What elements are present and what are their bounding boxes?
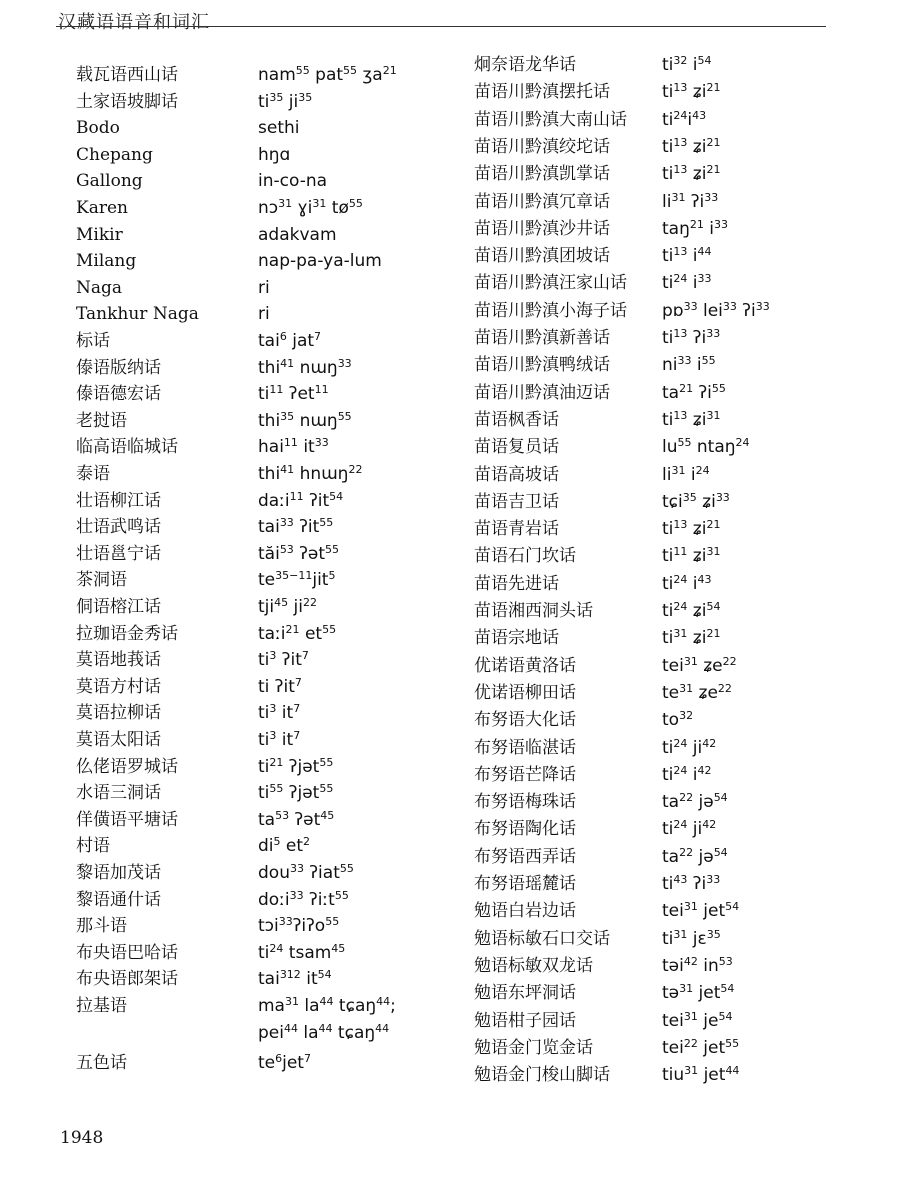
lexicon-entry: [0, 727, 900, 753]
language-name: 莫语方村话: [76, 676, 161, 697]
language-name: 苗语青岩话: [474, 519, 559, 540]
lexicon-entry: [0, 462, 900, 488]
lexicon-entry: [0, 571, 900, 597]
lexicon-entry: [0, 434, 900, 460]
lexicon-entry: [0, 243, 900, 269]
lexicon-entry: [0, 298, 900, 324]
phonetic-form: $ti^{24}$ $ji^{42}$: [662, 818, 717, 840]
language-name: 临高语临城话: [76, 437, 178, 458]
phonetic-form: $ti^{24}$ tsam$^{45}$: [258, 941, 346, 963]
language-name: Karen: [76, 198, 128, 218]
language-name: 苗语石门坎话: [474, 546, 576, 567]
lexicon-entry: [0, 780, 900, 806]
lexicon-entry: [0, 762, 900, 788]
phonetic-form: $ti^{24}i^{43}$: [662, 108, 707, 130]
lexicon-entry: [0, 355, 900, 381]
language-name: 那斗语: [76, 916, 127, 937]
language-name: 老挝语: [76, 410, 127, 431]
lexicon-entry: [0, 52, 900, 78]
phonetic-form: tiu$^{31}$ jet$^{44}$: [662, 1064, 740, 1086]
lexicon-entry: [0, 62, 900, 88]
phonetic-form: $ta^{22}$ jə$^{54}$: [662, 845, 728, 867]
phonetic-form: tji$^{45}$ $ji^{22}$: [258, 595, 317, 617]
phonetic-form: $ti^{13}$ ʑi$^{21}$: [662, 135, 721, 157]
phonetic-form: $to^{32}$: [662, 709, 694, 731]
phonetic-form: tɔi$^{33}$ʔiʔo$^{55}$: [258, 915, 340, 937]
language-name: 苗语高坡话: [474, 464, 559, 485]
lexicon-entry: [0, 488, 900, 514]
language-name: Gallong: [76, 171, 143, 192]
language-name: 标话: [76, 331, 110, 351]
phonetic-form: thi$^{35}$ nɯŋ$^{55}$: [258, 409, 352, 431]
lexicon-entry: [0, 966, 900, 992]
phonetic-form: tei$^{22}$ jet$^{55}$: [662, 1036, 740, 1058]
language-name: 苗语湘西洞头话: [474, 601, 593, 621]
language-name: 布努语西弄话: [474, 846, 576, 867]
phonetic-form: ri: [258, 304, 270, 325]
language-name: 勉语标敏石口交话: [474, 928, 610, 949]
language-name: 载瓦语西山话: [76, 65, 178, 85]
lexicon-entry: [0, 161, 900, 187]
phonetic-form: $ta^{21}$ ʔi$^{55}$: [662, 381, 726, 403]
language-name: Bodo: [76, 118, 120, 139]
phonetic-form: adakvam: [258, 224, 337, 245]
phonetic-form: dou$^{33}$ ʔiat$^{55}$: [258, 861, 354, 883]
language-name: 勉语标敏双龙话: [474, 955, 593, 976]
lexicon-entry: [0, 735, 900, 761]
phonetic-form: $ti^{11}$ ʔet$^{11}$: [258, 383, 329, 405]
lexicon-entry: [0, 115, 900, 141]
phonetic-form: ri: [258, 277, 270, 298]
phonetic-form: $ti^{31}$ jɛ$^{35}$: [662, 927, 721, 949]
lexicon-entry: [0, 380, 900, 406]
language-name: 五色话: [76, 1053, 127, 1074]
phonetic-form: $ti^{13}$ $i^{44}$: [662, 245, 712, 267]
phonetic-form: $ti^{55}$ ʔjət$^{55}$: [258, 782, 334, 804]
phonetic-form: hai$^{11}$ $it^{33}$: [258, 436, 329, 458]
language-name: 苗语川黔滇绞坨话: [474, 136, 610, 157]
lexicon-entry: [0, 1050, 900, 1076]
phonetic-form: tei$^{31}$ $je^{54}$: [662, 1009, 733, 1031]
language-name: 苗语川黔滇大南山话: [474, 109, 627, 130]
language-name: 苗语川黔滇团坡话: [474, 246, 610, 267]
language-name: 侗语榕江话: [76, 597, 161, 617]
lexicon-entry: [0, 89, 900, 115]
phonetic-form: $ti^{24}$ ʑi$^{54}$: [662, 599, 721, 621]
language-name: 茶洞语: [76, 570, 127, 591]
lexicon-entry: [0, 844, 900, 870]
language-name: 仫佬语罗城话: [76, 756, 178, 777]
running-head: 汉藏语语音和词汇: [58, 12, 210, 33]
lexicon-entry: [0, 407, 900, 433]
language-name: 布央语郎架话: [76, 969, 178, 990]
phonetic-form: tai$^{312}$ $it^{54}$: [258, 968, 332, 990]
lexicon-entry: [0, 352, 900, 378]
phonetic-form: $ni^{33}$ $i^{55}$: [662, 354, 716, 376]
lexicon-entry: [0, 79, 900, 105]
lexicon-entry: [0, 434, 900, 460]
lexicon-entry: [0, 328, 900, 354]
phonetic-form: $ti^3$ $it^7$: [258, 702, 301, 724]
lexicon-entry: [0, 653, 900, 679]
lexicon-entry: [0, 1020, 900, 1046]
language-name: 炯奈语龙华话: [474, 55, 576, 75]
language-name: 勉语东坪洞话: [474, 983, 576, 1004]
language-name: 布努语临湛话: [474, 737, 576, 758]
page-number: 1948: [60, 1128, 104, 1148]
lexicon-entry: [0, 980, 900, 1006]
lexicon-entry: [0, 833, 900, 859]
phonetic-form: $ti^{21}$ ʔjət$^{55}$: [258, 755, 334, 777]
language-name: 傣语德宏话: [76, 384, 161, 405]
language-name: 苗语枫香话: [474, 409, 559, 430]
phonetic-form: $ti^{13}$ ʑi$^{21}$: [662, 518, 721, 540]
language-name: 苗语复员话: [474, 437, 559, 458]
phonetic-form: taːi$^{21}$ $et^{55}$: [258, 622, 337, 644]
language-name: 黎语加茂话: [76, 863, 161, 883]
language-name: 苗语川黔滇油迈话: [474, 382, 610, 403]
lexicon-entry: [0, 926, 900, 952]
language-name: 苗语川黔滇冗章话: [474, 191, 610, 212]
lexicon-entry: [0, 598, 900, 624]
lexicon-entry: [0, 514, 900, 540]
phonetic-form: nɔ$^{31}$ ɣi$^{31}$ $tø^{55}$: [258, 196, 363, 218]
language-name: 壮语武鸣话: [76, 517, 161, 538]
lexicon-entry: [0, 142, 900, 168]
lexicon-entry: [0, 680, 900, 706]
lexicon-entry: [0, 625, 900, 651]
phonetic-form: tə$^{31}$ jet$^{54}$: [662, 982, 735, 1004]
phonetic-form: $lu^{55}$ ntaŋ$^{24}$: [662, 436, 750, 458]
lexicon-entry: [0, 1035, 900, 1061]
language-name: Naga: [76, 277, 123, 298]
phonetic-form: $ti^{24}$ $i^{42}$: [662, 763, 712, 785]
lexicon-entry: [0, 1062, 900, 1088]
language-name: 苗语川黔滇凯掌话: [474, 164, 610, 185]
phonetic-form: $li^{31}$ ʔi$^{33}$: [662, 190, 719, 212]
language-name: 黎语通什话: [76, 889, 161, 910]
phonetic-form: $ma^{31}$ $la^{44}$ tɕaŋ$^{44}$;: [258, 994, 396, 1016]
phonetic-form: $ti^3$ ʔit$^7$: [258, 649, 309, 671]
phonetic-form: pɒ$^{33}$ lei$^{33}$ ʔi$^{33}$: [662, 299, 770, 321]
language-name: 勉语金门览金话: [474, 1037, 593, 1058]
phonetic-form: $te^6jet^7$: [258, 1052, 311, 1074]
lexicon-entry: [0, 516, 900, 542]
lexicon-entry: [0, 674, 900, 700]
phonetic-form: tăi$^{53}$ ʔət$^{55}$: [258, 542, 340, 564]
phonetic-form: $ti^{13}$ ʔi$^{33}$: [662, 326, 721, 348]
header-rule: [56, 26, 826, 27]
language-name: 优诺语柳田话: [474, 682, 576, 703]
phonetic-form: $ti^{13}$ ʑi$^{31}$: [662, 408, 721, 430]
lexicon-entry: [0, 408, 900, 434]
language-name: 勉语白岩边话: [474, 901, 576, 922]
lexicon-entry: [0, 754, 900, 780]
lexicon-entry: [0, 222, 900, 248]
language-name: 苗语川黔滇摆托话: [474, 82, 610, 103]
phonetic-form: doːi$^{33}$ ʔiːt$^{55}$: [258, 888, 349, 910]
lexicon-entry: [0, 381, 900, 407]
phonetic-form: $ti^{24}$ $i^{33}$: [662, 272, 712, 294]
language-name: 苗语川黔滇小海子话: [474, 300, 627, 321]
phonetic-form: in-co-na: [258, 171, 328, 192]
lexicon-entry: [0, 248, 900, 274]
phonetic-form: daːi$^{11}$ ʔit$^{54}$: [258, 489, 344, 511]
phonetic-form: $ti^{31}$ ʑi$^{21}$: [662, 627, 721, 649]
lexicon-entry: [0, 1008, 900, 1034]
language-name: 布努语芒降话: [474, 764, 576, 785]
language-name: 拉珈语金秀话: [76, 623, 178, 644]
lexicon-entry: [0, 940, 900, 966]
phonetic-form: $ti^{13}$ ʑi$^{21}$: [662, 163, 721, 185]
lexicon-entry: [0, 887, 900, 913]
language-name: 傣语版纳话: [76, 357, 161, 378]
language-name: 拉基语: [76, 996, 127, 1016]
lexicon-entry: [0, 707, 900, 733]
phonetic-form: $ti^{35}$ $ji^{35}$: [258, 90, 313, 112]
language-name: Mikir: [76, 224, 123, 245]
phonetic-form: $li^{31}$ $i^{24}$: [662, 463, 710, 485]
phonetic-form: tɕi$^{35}$ ʑi$^{33}$: [662, 490, 730, 512]
language-name: 优诺语黄洛话: [474, 655, 576, 676]
phonetic-form: $ti^3$ $it^7$: [258, 728, 301, 750]
language-name: 苗语宗地话: [474, 628, 559, 649]
language-name: 莫语地莪话: [76, 650, 161, 671]
phonetic-form: nam$^{55}$ pat$^{55}$ ʒa$^{21}$: [258, 63, 397, 85]
lexicon-entry: [0, 134, 900, 160]
phonetic-form: təi$^{42}$ $in^{53}$: [662, 954, 733, 976]
phonetic-form: taŋ$^{21}$ $i^{33}$: [662, 217, 728, 239]
language-name: 泰语: [76, 464, 110, 484]
language-name: 苗语川黔滇沙井话: [474, 218, 610, 239]
lexicon-entry: [0, 195, 900, 221]
phonetic-form: hŋɑ: [258, 144, 291, 165]
language-name: 土家语坡脚话: [76, 91, 178, 112]
phonetic-form: tei$^{31}$ jet$^{54}$: [662, 900, 740, 922]
language-name: 苗语川黔滇新善话: [474, 328, 610, 348]
language-name: 苗语川黔滇汪家山话: [474, 273, 627, 294]
phonetic-form: $ti^{13}$ ʑi$^{21}$: [662, 81, 721, 103]
language-name: 莫语太阳话: [76, 730, 161, 750]
lexicon-entry: [0, 461, 900, 487]
language-name: Chepang: [76, 144, 153, 165]
phonetic-form: nap-pa-ya-lum: [258, 251, 382, 272]
lexicon-entry: [0, 816, 900, 842]
language-name: 勉语柑子园话: [474, 1010, 576, 1031]
language-name: 布努语陶化话: [474, 819, 576, 840]
phonetic-form: $ti^{43}$ ʔi$^{33}$: [662, 872, 721, 894]
lexicon-entry: [0, 993, 900, 1019]
phonetic-form: tai$^{33}$ ʔit$^{55}$: [258, 516, 334, 538]
phonetic-form: thi$^{41}$ hnɯŋ$^{22}$: [258, 462, 363, 484]
lexicon-entry: [0, 621, 900, 647]
phonetic-form: $ti^{11}$ ʑi$^{31}$: [662, 545, 721, 567]
phonetic-form: $te^{31}$ ʑe$^{22}$: [662, 681, 732, 703]
lexicon-entry: [0, 489, 900, 515]
language-name: Milang: [76, 251, 137, 272]
lexicon-entry: [0, 789, 900, 815]
phonetic-form: tei$^{31}$ ʑe$^{22}$: [662, 654, 737, 676]
phonetic-form: thi$^{41}$ nɯŋ$^{33}$: [258, 356, 352, 378]
language-name: 布央语巴哈话: [76, 942, 178, 963]
lexicon-entry: [0, 189, 900, 215]
language-name: 水语三洞话: [76, 783, 161, 804]
lexicon-entry: [0, 647, 900, 673]
language-name: 苗语吉卫话: [474, 491, 559, 512]
language-name: 村语: [76, 836, 110, 857]
lexicon-entry: [0, 270, 900, 296]
language-name: 壮语邕宁话: [76, 543, 161, 564]
phonetic-form: ti ʔit$^7$: [258, 675, 302, 697]
lexicon-entry: [0, 541, 900, 567]
language-name: 布努语梅珠话: [474, 792, 576, 813]
lexicon-entry: [0, 168, 900, 194]
phonetic-form: $te^{35-11}jit^5$: [258, 569, 336, 591]
phonetic-form: $ti^{24}$ $ji^{42}$: [662, 736, 717, 758]
phonetic-form: $ti^{32}$ $i^{54}$: [662, 53, 712, 75]
language-name: 布努语瑶麓话: [474, 874, 576, 894]
lexicon-entry: [0, 301, 900, 327]
phonetic-form: $di^5$ $et^2$: [258, 835, 311, 857]
language-name: 布努语大化话: [474, 710, 576, 731]
lexicon-entry: [0, 871, 900, 897]
lexicon-entry: [0, 953, 900, 979]
lexicon-entry: [0, 107, 900, 133]
lexicon-entry: [0, 567, 900, 593]
phonetic-form: $ta^{22}$ jə$^{54}$: [662, 791, 728, 813]
lexicon-entry: [0, 860, 900, 886]
language-name: 苗语川黔滇鸭绒话: [474, 355, 610, 376]
language-name: 莫语拉柳话: [76, 703, 161, 724]
language-name: 佯僙语平塘话: [76, 809, 178, 830]
phonetic-form: $ta^{53}$ ʔət$^{45}$: [258, 808, 335, 830]
phonetic-form: pei$^{44}$ $la^{44}$ tɕaŋ$^{44}$: [258, 1021, 390, 1043]
phonetic-form: sethi: [258, 118, 300, 139]
lexicon-entry: [0, 275, 900, 301]
language-name: Tankhur Naga: [76, 304, 199, 325]
phonetic-form: $ti^{24}$ $i^{43}$: [662, 572, 712, 594]
lexicon-entry: [0, 594, 900, 620]
language-name: 壮语柳江话: [76, 490, 161, 511]
lexicon-entry: [0, 913, 900, 939]
phonetic-form: tai$^6$ jat$^7$: [258, 329, 322, 351]
lexicon-entry: [0, 807, 900, 833]
language-name: 勉语金门梭山脚话: [474, 1065, 610, 1086]
lexicon-entry: [0, 325, 900, 351]
lexicon-entry: [0, 898, 900, 924]
lexicon-entry: [0, 543, 900, 569]
language-name: 苗语先进话: [474, 573, 559, 594]
lexicon-entry: [0, 216, 900, 242]
lexicon-entry: [0, 700, 900, 726]
